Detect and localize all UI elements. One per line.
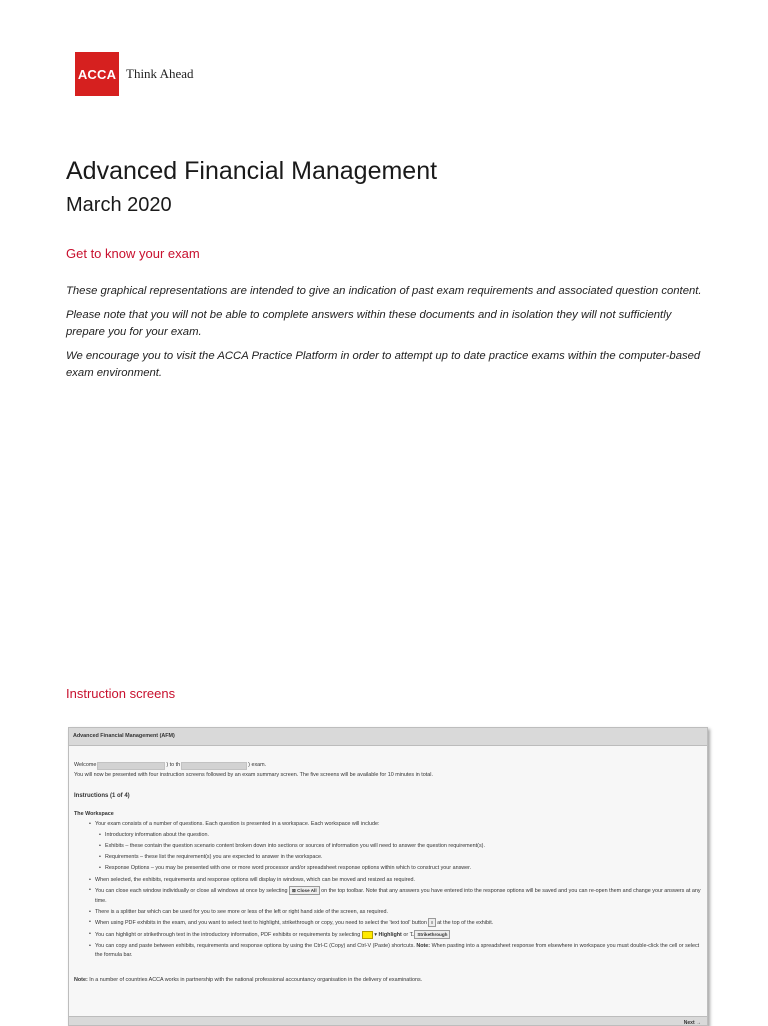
next-button	[684, 1020, 701, 1026]
welcome-line	[74, 761, 702, 771]
sub-list-item: • Exhibits – these contain the question scenario content broken down into sections or sources of information you will need to answer the question requirement(s).	[105, 842, 702, 852]
or-text: or	[403, 931, 409, 938]
page-subtitle: March 2020	[66, 194, 172, 216]
instructions-title: Instructions (1 of 4)	[74, 793, 130, 799]
intro-paragraph: These graphical representations are intended to give an indication of past exam requirements and associated question content.	[66, 285, 702, 297]
list-item: • When selected, the exhibits, requirements and response options will display in windows, which can be moved and resized as required.	[95, 876, 702, 886]
section-heading-get-to-know: Get to know your exam	[66, 246, 200, 261]
list-item	[95, 820, 702, 874]
list-item: • There is a splitter bar which can be used for you to see more or less of the left or right hand side of the screen, as required.	[95, 908, 702, 918]
close-all-label: Close All	[297, 888, 317, 894]
redacted-exam	[181, 762, 247, 770]
exam-note	[74, 976, 702, 986]
page-title: Advanced Financial Management	[66, 157, 438, 185]
list-item-text: You can copy and paste between exhibits, requirements and response options by using the Ctrl-C (Copy) and Ctrl-V (Paste) shortcuts.	[95, 942, 415, 949]
list-item-text: Your exam consists of a number of questions. Each question is presented in a workspace. Each workspace will include:	[95, 821, 380, 827]
list-item-text: When pasting into a spreadsheet response from elsewhere in workspace you must double-click the cell or select the formula bar.	[95, 942, 700, 959]
highlight-label: Highlight	[378, 931, 402, 938]
highlight-swatch-icon	[362, 931, 373, 939]
list-item-text: You can close each window individually or close all windows at once by selecting	[95, 888, 288, 895]
intro-paragraph: Please note that you will not be able to complete answers within these documents and in isolation they will not sufficiently prepare you for your exam.	[66, 309, 672, 338]
acca-logo	[75, 52, 194, 96]
sub-list-item: • Introductory information about the question.	[105, 831, 702, 841]
list-item	[95, 942, 702, 961]
welcome-text: ) exam.	[248, 762, 267, 768]
note-label: Note:	[74, 976, 88, 983]
next-label: Next	[683, 1020, 695, 1026]
list-item	[95, 918, 702, 929]
acca-logo-mark: ACCA	[75, 52, 119, 96]
workspace-title: The Workspace	[74, 810, 114, 817]
instruction-list	[74, 820, 702, 961]
exam-header: Advanced Financial Management (AFM)	[69, 728, 707, 746]
list-item	[95, 886, 702, 906]
list-item-text: on the top toolbar. Note that any answers you have entered into the response options will be saved and you can re-open them and change your answers at any time.	[95, 888, 701, 904]
strikethrough-button: Strikethrough	[414, 930, 450, 939]
list-item	[95, 930, 702, 941]
redacted-name	[97, 762, 165, 770]
text-tool-icon: I	[428, 918, 435, 927]
list-item-text: at the top of the exhibit.	[437, 920, 494, 927]
section-heading-instruction-screens: Instruction screens	[66, 686, 176, 701]
list-item-text: You can highlight or strikethrough text in the introductory information, PDF exhibits or requirements by selecting	[95, 931, 361, 938]
note-label-inline: Note:	[416, 942, 431, 949]
sub-list-item: • Response Options – you may be presented with one or more word processor and/or spreadsheet response options within which to construct your answer.	[105, 864, 702, 874]
strikethrough-icon: T̶	[409, 931, 413, 938]
welcome-text: ) to th	[166, 762, 181, 768]
intro-paragraph: We encourage you to visit the ACCA Practice Platform in order to attempt up to date practice exams within the computer-based exam environment.	[66, 350, 701, 379]
presented-text: You will now be presented with four instruction screens followed by an exam summary screen. The five screens will be available for 10 minutes in total.	[74, 771, 433, 778]
sub-list	[95, 831, 702, 874]
close-all-button: ⊠ Close All	[289, 886, 320, 895]
note-text: In a number of countries ACCA works in partnership with the national professional accountancy organisation in the delivery of examinations.	[89, 976, 423, 983]
exam-body	[69, 746, 707, 985]
welcome-text: Welcome	[74, 762, 97, 768]
logo-tagline: Think Ahead	[126, 66, 194, 81]
intro-text	[66, 283, 706, 389]
arrow-right-icon: →	[696, 1020, 701, 1026]
exam-screenshot	[68, 727, 708, 1026]
sub-list-item: • Requirements – these list the requirement(s) you are expected to answer in the workspace.	[105, 853, 702, 863]
chevron-down-icon: ▾	[374, 931, 377, 938]
list-item-text: When using PDF exhibits in the exam, and you want to select text to highlight, strikethrough or copy, you need to select the 'text tool' button	[95, 920, 427, 927]
